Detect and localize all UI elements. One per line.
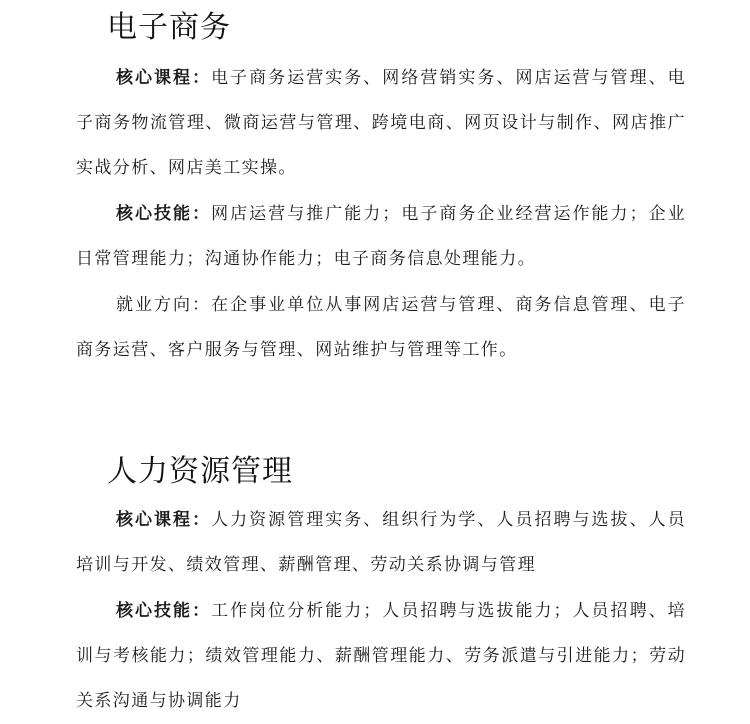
paragraph-label: 核心课程：	[116, 68, 212, 88]
paragraph-core-skills	[76, 589, 686, 724]
paragraph-core-courses	[76, 56, 686, 191]
paragraph-label: 核心技能：	[116, 601, 212, 621]
paragraph-label: 核心课程：	[116, 510, 212, 530]
section-title: 人力资源管理	[107, 454, 293, 489]
paragraph-core-courses	[76, 498, 686, 588]
paragraph-text: 工作岗位分析能力；人员招聘与选拔能力；人员招聘、培训与考核能力；绩效管理能力、薪酬管理能力、劳务派遣与引进能力；劳动关系沟通与协调能力	[76, 601, 687, 711]
paragraph-text: 人力资源管理实务、组织行为学、人员招聘与选拔、人员培训与开发、绩效管理、薪酬管理、劳动关系协调与管理	[76, 510, 687, 575]
paragraph-label: 核心技能：	[116, 204, 212, 224]
paragraph-text: 电子商务运营实务、网络营销实务、网店运营与管理、电子商务物流管理、微商运营与管理、跨境电商、网页设计与制作、网店推广实战分析、网店美工实操。	[76, 68, 687, 178]
paragraph-label: 就业方向：	[116, 295, 212, 315]
paragraph-core-skills	[76, 192, 686, 282]
paragraph-text: 在企事业单位从事网店运营与管理、商务信息管理、电子商务运营、客户服务与管理、网站维护与管理等工作。	[76, 295, 687, 360]
paragraph-text: 网店运营与推广能力；电子商务企业经营运作能力；企业日常管理能力；沟通协作能力；电子商务信息处理能力。	[76, 204, 687, 269]
section-title: 电子商务	[107, 10, 231, 45]
paragraph-employment	[76, 283, 686, 373]
